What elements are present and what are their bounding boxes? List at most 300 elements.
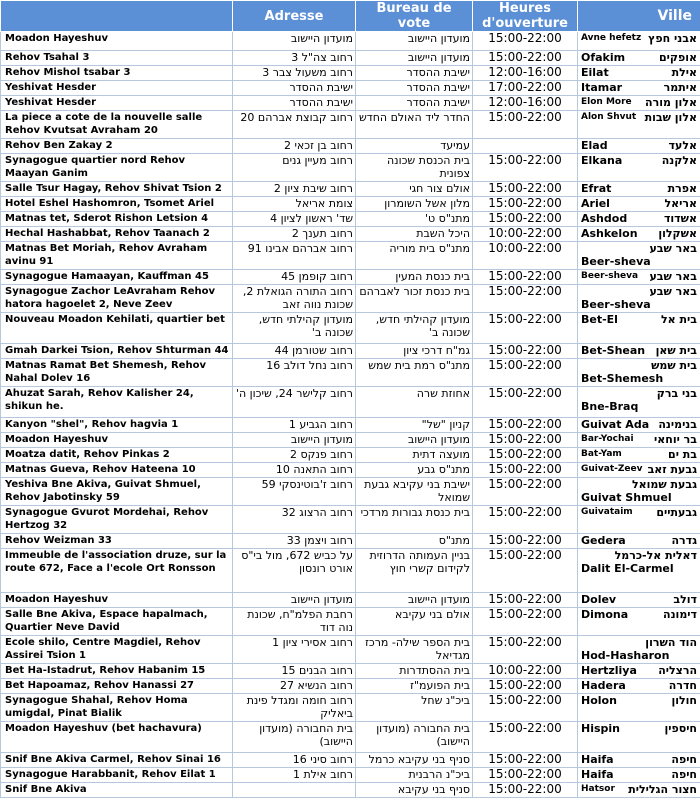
address-hebrew-cell: רחבת הפלמ"ח, שכונת נוה דוד bbox=[233, 608, 356, 636]
address-hebrew-cell: מועדון היישוב bbox=[233, 32, 356, 51]
city-name-hebrew: חיפה bbox=[671, 753, 697, 766]
city-cell bbox=[578, 636, 700, 664]
city-name-french: Hatsor bbox=[581, 783, 615, 796]
city-cell bbox=[578, 534, 700, 549]
opening-hours-cell: 15:00-22:00 bbox=[473, 608, 578, 636]
table-row bbox=[1, 722, 700, 753]
polling-station-cell: ישיבת ההסדר bbox=[356, 81, 473, 96]
city-cell bbox=[578, 433, 700, 448]
header-french bbox=[1, 1, 233, 32]
address-french-cell: Kanyon "shel", Rehov hagvia 1 bbox=[1, 418, 233, 433]
address-french-cell: Hechal Hashabbat, Rehov Taanach 2 bbox=[1, 227, 233, 242]
city-cell bbox=[578, 197, 700, 212]
city-name-french: Bet-El bbox=[581, 313, 618, 326]
city-name-french: Haifa bbox=[581, 753, 614, 766]
address-hebrew-cell: רחוב קופמן 45 bbox=[233, 270, 356, 285]
city-cell bbox=[578, 227, 700, 242]
address-hebrew-cell: רחוב צה"ל 3 bbox=[233, 51, 356, 66]
city-cell bbox=[578, 313, 700, 344]
city-name-french: Elad bbox=[581, 139, 608, 152]
address-hebrew-cell bbox=[233, 783, 356, 798]
city-names bbox=[581, 433, 697, 446]
city-names bbox=[581, 722, 697, 735]
city-names bbox=[581, 478, 697, 504]
city-name-hebrew: הרצליה bbox=[658, 664, 697, 677]
address-hebrew-cell: מועדון קהילתי חדש, שכונה ב' bbox=[233, 313, 356, 344]
city-names bbox=[581, 608, 697, 621]
address-french-cell: Immeuble de l'association druze, sur la route 672, Face a l'ecole Ort Ronsson bbox=[1, 549, 233, 593]
opening-hours-cell: 15:00-22:00 bbox=[473, 722, 578, 753]
opening-hours-cell: 15:00-22:00 bbox=[473, 478, 578, 506]
city-name-hebrew: אופקים bbox=[659, 51, 697, 64]
address-hebrew-cell: רחוב התאנה 10 bbox=[233, 463, 356, 478]
city-names bbox=[581, 285, 697, 311]
table-row bbox=[1, 608, 700, 636]
city-name-hebrew: חיפה bbox=[671, 768, 697, 781]
table-row bbox=[1, 182, 700, 197]
opening-hours-cell: 15:00-22:00 bbox=[473, 679, 578, 694]
address-french-cell: Synagogue Shahal, Rehov Homa umigdal, Pinat Bialik bbox=[1, 694, 233, 722]
city-name-hebrew: אלון מורה bbox=[645, 96, 697, 109]
address-french-cell: Matnas Ramat Bet Shemesh, Rehov Nahal Dolev 16 bbox=[1, 359, 233, 387]
polling-station-cell: עמיעד bbox=[356, 139, 473, 154]
city-name-french: Ashkelon bbox=[581, 227, 638, 240]
polling-station-cell: ישיבת ההסדר bbox=[356, 66, 473, 81]
address-hebrew-cell: רחוב אילת 1 bbox=[233, 768, 356, 783]
address-french-cell: Synagogue Gvurot Mordehai, Rehov Hertzog 32 bbox=[1, 506, 233, 534]
polling-station-cell: אחוזת שרה bbox=[356, 387, 473, 418]
opening-hours-cell: 15:00-22:00 bbox=[473, 506, 578, 534]
city-cell bbox=[578, 66, 700, 81]
address-french-cell: Gmah Darkei Tsion, Rehov Shturman 44 bbox=[1, 344, 233, 359]
polling-station-cell: בית כנסת המעין bbox=[356, 270, 473, 285]
city-name-french: Bet-Shemesh bbox=[581, 372, 697, 385]
city-cell bbox=[578, 418, 700, 433]
table-row bbox=[1, 285, 700, 313]
address-hebrew-cell: על כביש 672, מול בי"ס אורט רונסון bbox=[233, 549, 356, 593]
address-hebrew-cell: רחוב ז'בוטינסקי 59 bbox=[233, 478, 356, 506]
city-name-hebrew: דולב bbox=[673, 593, 697, 606]
city-cell bbox=[578, 51, 700, 66]
table-row bbox=[1, 478, 700, 506]
polling-station-cell: בית הפועמ"ז bbox=[356, 679, 473, 694]
polling-station-cell: מועדון היישוב bbox=[356, 32, 473, 51]
city-name-hebrew: חצור הגלילית bbox=[628, 783, 697, 796]
table-row bbox=[1, 96, 700, 111]
address-hebrew-cell: רחוב שיבת ציון 2 bbox=[233, 182, 356, 197]
address-hebrew-cell: רחוב סיני 16 bbox=[233, 753, 356, 768]
table-row bbox=[1, 197, 700, 212]
city-name-hebrew: באר שבע bbox=[581, 242, 697, 255]
polling-station-cell: בית הספר שילה- מרכז מגדיאל bbox=[356, 636, 473, 664]
opening-hours-cell: 15:00-22:00 bbox=[473, 448, 578, 463]
city-name-french: Bet-Shean bbox=[581, 344, 645, 357]
city-name-french: Hispin bbox=[581, 722, 620, 735]
polling-station-cell: מועדון קהילתי חדש, שכונה ב' bbox=[356, 313, 473, 344]
opening-hours-cell: 15:00-22:00 bbox=[473, 344, 578, 359]
city-name-french: Guivat Shmuel bbox=[581, 491, 697, 504]
city-cell bbox=[578, 549, 700, 593]
opening-hours-cell: 17:00-22:00 bbox=[473, 81, 578, 96]
address-french-cell: Matnas Gueva, Rehov Hateena 10 bbox=[1, 463, 233, 478]
city-name-french: Hod-Hasharon bbox=[581, 649, 697, 662]
address-hebrew-cell: רחוב פנקס 2 bbox=[233, 448, 356, 463]
polling-station-cell: סניף בני עקיבא bbox=[356, 783, 473, 798]
polling-station-cell: סניף בני עקיבא כרמל bbox=[356, 753, 473, 768]
address-hebrew-cell: רחוב ויצמן 33 bbox=[233, 534, 356, 549]
city-name-hebrew: בת ים bbox=[668, 448, 697, 461]
header-row bbox=[1, 1, 700, 32]
header-adresse: Adresse bbox=[233, 1, 356, 32]
city-names bbox=[581, 197, 697, 210]
city-name-french: Guivataim bbox=[581, 506, 633, 519]
city-cell bbox=[578, 664, 700, 679]
opening-hours-cell: 15:00-22:00 bbox=[473, 32, 578, 51]
polling-station-cell: מועצה דתית bbox=[356, 448, 473, 463]
opening-hours-cell: 15:00-22:00 bbox=[473, 593, 578, 608]
address-french-cell: Rehov Tsahal 3 bbox=[1, 51, 233, 66]
opening-hours-cell: 15:00-22:00 bbox=[473, 313, 578, 344]
table-row bbox=[1, 694, 700, 722]
table-row bbox=[1, 768, 700, 783]
address-french-cell: Salle Bne Akiva, Espace hapalmach, Quartier Neve David bbox=[1, 608, 233, 636]
address-french-cell: Rehov Mishol tsabar 3 bbox=[1, 66, 233, 81]
polling-station-cell: מתנ"ס ט' bbox=[356, 212, 473, 227]
table-row bbox=[1, 534, 700, 549]
address-french-cell: Hotel Eshel Hashomron, Tsomet Ariel bbox=[1, 197, 233, 212]
city-cell bbox=[578, 270, 700, 285]
city-names bbox=[581, 418, 697, 431]
city-names bbox=[581, 212, 697, 225]
opening-hours-cell: 15:00-22:00 bbox=[473, 285, 578, 313]
table-row bbox=[1, 154, 700, 182]
city-cell bbox=[578, 285, 700, 313]
city-name-hebrew: בית שמש bbox=[581, 359, 697, 372]
header-bureau: Bureau de vote bbox=[356, 1, 473, 32]
opening-hours-cell: 15:00-22:00 bbox=[473, 549, 578, 593]
opening-hours-cell: 15:00-22:00 bbox=[473, 154, 578, 182]
opening-hours-cell: 15:00-22:00 bbox=[473, 197, 578, 212]
city-names bbox=[581, 753, 697, 766]
city-name-hebrew: גבעתיים bbox=[656, 506, 697, 519]
city-cell bbox=[578, 242, 700, 270]
city-names bbox=[581, 549, 697, 575]
address-french-cell: Rehov Weizman 33 bbox=[1, 534, 233, 549]
address-french-cell: Synagogue Harabbanit, Rehov Eilat 1 bbox=[1, 768, 233, 783]
table-row bbox=[1, 32, 700, 51]
city-names bbox=[581, 359, 697, 385]
city-names bbox=[581, 227, 697, 240]
opening-hours-cell bbox=[473, 139, 578, 154]
city-name-hebrew: אפרת bbox=[668, 182, 697, 195]
address-hebrew-cell: רחוב קבוצת אברהם 20 bbox=[233, 111, 356, 139]
city-cell bbox=[578, 212, 700, 227]
table-row bbox=[1, 433, 700, 448]
address-french-cell: Bet Ha-Istadrut, Rehov Habanim 15 bbox=[1, 664, 233, 679]
table-row bbox=[1, 593, 700, 608]
address-french-cell: Moadon Hayeshuv bbox=[1, 433, 233, 448]
address-hebrew-cell: רחוב תענך 2 bbox=[233, 227, 356, 242]
address-hebrew-cell: רחוב הרצוג 32 bbox=[233, 506, 356, 534]
opening-hours-cell: 15:00-22:00 bbox=[473, 387, 578, 418]
table-row bbox=[1, 227, 700, 242]
table-row bbox=[1, 66, 700, 81]
city-name-hebrew: בני ברק bbox=[581, 387, 697, 400]
city-cell bbox=[578, 722, 700, 753]
city-name-hebrew: בית אל bbox=[661, 313, 697, 326]
polling-station-cell: גמ"ח דרכי ציון bbox=[356, 344, 473, 359]
city-cell bbox=[578, 463, 700, 478]
polling-station-cell: אולם בני עקיבא bbox=[356, 608, 473, 636]
city-name-french: Haifa bbox=[581, 768, 614, 781]
address-hebrew-cell: רחוב בן זכאי 2 bbox=[233, 139, 356, 154]
address-french-cell: La piece a cote de la nouvelle salle Rehov Kvutsat Avraham 20 bbox=[1, 111, 233, 139]
address-french-cell: Synagogue quartier nord Rehov Maayan Ganim bbox=[1, 154, 233, 182]
city-name-french: Hertzliya bbox=[581, 664, 637, 677]
city-names bbox=[581, 66, 697, 79]
header-heures: Heures d'ouverture bbox=[473, 1, 578, 32]
address-hebrew-cell: ישיבת ההסדר bbox=[233, 81, 356, 96]
city-name-hebrew: בית שאן bbox=[656, 344, 697, 357]
address-hebrew-cell: רחוב נחל דולב 16 bbox=[233, 359, 356, 387]
city-name-french: Alon Shvut bbox=[581, 111, 636, 124]
city-name-french: Itamar bbox=[581, 81, 622, 94]
opening-hours-cell: 15:00-22:00 bbox=[473, 433, 578, 448]
address-hebrew-cell: צומת אריאל bbox=[233, 197, 356, 212]
table-row bbox=[1, 783, 700, 798]
table-row bbox=[1, 242, 700, 270]
opening-hours-cell: 15:00-22:00 bbox=[473, 182, 578, 197]
address-hebrew-cell: ישיבת ההסדר bbox=[233, 96, 356, 111]
address-hebrew-cell: רחוב קלישר 24, שיכון ה' bbox=[233, 387, 356, 418]
city-name-hebrew: באר שבע bbox=[581, 285, 697, 298]
table-row bbox=[1, 387, 700, 418]
address-french-cell: Yeshiva Bne Akiva, Guivat Shmuel, Rehov Jabotinsky 59 bbox=[1, 478, 233, 506]
address-hebrew-cell: רחוב התורה הגואלת 2, שכונת נווה זאב bbox=[233, 285, 356, 313]
city-name-hebrew: בנימינה bbox=[658, 418, 697, 431]
city-cell bbox=[578, 679, 700, 694]
city-names bbox=[581, 242, 697, 268]
address-hebrew-cell: מועדון היישוב bbox=[233, 433, 356, 448]
city-names bbox=[581, 679, 697, 692]
city-name-french: Guivat-Zeev bbox=[581, 463, 642, 476]
table-row bbox=[1, 212, 700, 227]
table-row bbox=[1, 463, 700, 478]
city-name-hebrew: אלון שבות bbox=[645, 111, 697, 124]
city-name-french: Ariel bbox=[581, 197, 610, 210]
city-cell bbox=[578, 448, 700, 463]
opening-hours-cell: 10:00-22:00 bbox=[473, 227, 578, 242]
city-name-hebrew: אשדוד bbox=[664, 212, 697, 225]
opening-hours-cell: 15:00-22:00 bbox=[473, 463, 578, 478]
address-hebrew-cell: רחוב הנשיא 27 bbox=[233, 679, 356, 694]
city-names bbox=[581, 534, 697, 547]
table-row bbox=[1, 270, 700, 285]
city-names bbox=[581, 182, 697, 195]
table-row bbox=[1, 51, 700, 66]
address-french-cell: Salle Tsur Hagay, Rehov Shivat Tsion 2 bbox=[1, 182, 233, 197]
polling-station-cell: מתנ"ס בית מוריה bbox=[356, 242, 473, 270]
city-name-hebrew: אלקנה bbox=[662, 154, 697, 167]
polling-station-cell: מתנ"ס גבע bbox=[356, 463, 473, 478]
table-row bbox=[1, 418, 700, 433]
city-name-french: Beer-sheva bbox=[581, 298, 697, 311]
opening-hours-cell: 12:00-16:00 bbox=[473, 96, 578, 111]
city-name-french: Dimona bbox=[581, 608, 628, 621]
address-hebrew-cell: שד' ראשון לציון 4 bbox=[233, 212, 356, 227]
polling-station-cell: ישיבת ההסדר bbox=[356, 96, 473, 111]
city-name-french: Elkana bbox=[581, 154, 622, 167]
address-french-cell: Yeshivat Hesder bbox=[1, 81, 233, 96]
city-name-french: Beer-sheva bbox=[581, 255, 697, 268]
city-names bbox=[581, 506, 697, 519]
city-name-hebrew: גבעת זאב bbox=[648, 463, 697, 476]
table-row bbox=[1, 679, 700, 694]
address-french-cell: Ecole shilo, Centre Magdiel, Rehov Assirei Tsion 1 bbox=[1, 636, 233, 664]
opening-hours-cell: 15:00-22:00 bbox=[473, 636, 578, 664]
city-cell bbox=[578, 182, 700, 197]
city-name-hebrew: דימונה bbox=[663, 608, 697, 621]
city-name-french: Avne hefetz bbox=[581, 32, 641, 45]
table-row bbox=[1, 139, 700, 154]
city-cell bbox=[578, 111, 700, 139]
address-french-cell: Moadon Hayeshuv bbox=[1, 593, 233, 608]
header-ville: Ville bbox=[578, 1, 700, 32]
city-names bbox=[581, 270, 697, 283]
polling-station-cell: מלון אשל השומרון bbox=[356, 197, 473, 212]
city-names bbox=[581, 51, 697, 64]
table-row bbox=[1, 549, 700, 593]
opening-hours-cell: 15:00-22:00 bbox=[473, 270, 578, 285]
polling-station-cell: בית כנסת גבורות מרדכי bbox=[356, 506, 473, 534]
polling-station-cell: אולם צור חגי bbox=[356, 182, 473, 197]
opening-hours-cell: 15:00-22:00 bbox=[473, 111, 578, 139]
city-name-hebrew: גדרה bbox=[671, 534, 697, 547]
city-names bbox=[581, 313, 697, 326]
table-row bbox=[1, 313, 700, 344]
address-french-cell: Synagogue Zachor LeAvraham Rehov hatora hagoelet 2, Neve Zeev bbox=[1, 285, 233, 313]
city-name-hebrew: גבעת שמואל bbox=[581, 478, 697, 491]
city-names bbox=[581, 448, 697, 461]
table-row bbox=[1, 111, 700, 139]
city-name-hebrew: בר יוחאי bbox=[654, 433, 697, 446]
city-names bbox=[581, 694, 697, 707]
table-row bbox=[1, 506, 700, 534]
city-cell bbox=[578, 387, 700, 418]
city-cell bbox=[578, 694, 700, 722]
city-name-hebrew: חיספין bbox=[664, 722, 697, 735]
address-french-cell: Snif Bne Akiva bbox=[1, 783, 233, 798]
address-hebrew-cell: רחוב הבנים 15 bbox=[233, 664, 356, 679]
city-name-french: Beer-sheva bbox=[581, 270, 638, 283]
table-row bbox=[1, 81, 700, 96]
city-names bbox=[581, 111, 697, 124]
city-names bbox=[581, 783, 697, 796]
address-french-cell: Moadon Hayeshuv bbox=[1, 32, 233, 51]
city-cell bbox=[578, 344, 700, 359]
address-french-cell: Ahuzat Sarah, Rehov Kalisher 24, shikun he. bbox=[1, 387, 233, 418]
address-hebrew-cell: רחוב אברהם אבינו 91 bbox=[233, 242, 356, 270]
address-hebrew-cell: רחוב שטורמן 44 bbox=[233, 344, 356, 359]
city-names bbox=[581, 636, 697, 662]
opening-hours-cell: 10:00-22:00 bbox=[473, 242, 578, 270]
city-cell bbox=[578, 139, 700, 154]
address-french-cell: Bet Hapoamaz, Rehov Hanassi 27 bbox=[1, 679, 233, 694]
address-french-cell: Yeshivat Hesder bbox=[1, 96, 233, 111]
address-french-cell: Rehov Ben Zakay 2 bbox=[1, 139, 233, 154]
table-row bbox=[1, 636, 700, 664]
city-name-hebrew: איתמר bbox=[664, 81, 697, 94]
address-french-cell: Moatza datit, Rehov Pinkas 2 bbox=[1, 448, 233, 463]
city-names bbox=[581, 768, 697, 781]
address-hebrew-cell: רחוב חומה ומגדל פינת ביאליק bbox=[233, 694, 356, 722]
opening-hours-cell: 15:00-22:00 bbox=[473, 768, 578, 783]
city-name-french: Efrat bbox=[581, 182, 611, 195]
opening-hours-cell: 15:00-22:00 bbox=[473, 534, 578, 549]
polling-station-cell: ביכ"נ שחל bbox=[356, 694, 473, 722]
city-names bbox=[581, 387, 697, 413]
city-names bbox=[581, 81, 697, 94]
city-cell bbox=[578, 753, 700, 768]
city-name-french: Holon bbox=[581, 694, 617, 707]
city-names bbox=[581, 139, 697, 152]
city-name-french: Dolev bbox=[581, 593, 616, 606]
table-body bbox=[1, 32, 700, 798]
polling-station-cell: מתנ"ס רמת בית שמש bbox=[356, 359, 473, 387]
city-cell bbox=[578, 506, 700, 534]
address-hebrew-cell: בית החבורה (מועדון היישוב) bbox=[233, 722, 356, 753]
city-name-hebrew: באר שבע bbox=[649, 270, 697, 283]
table-row bbox=[1, 344, 700, 359]
address-hebrew-cell: רחוב אסירי ציון 1 bbox=[233, 636, 356, 664]
city-name-hebrew: אריאל bbox=[664, 197, 697, 210]
polling-station-cell: בית ההסתדרות bbox=[356, 664, 473, 679]
address-french-cell: Moadon Hayeshuv (bet hachavura) bbox=[1, 722, 233, 753]
city-name-french: Eilat bbox=[581, 66, 609, 79]
opening-hours-cell: 15:00-22:00 bbox=[473, 753, 578, 768]
city-name-french: Ashdod bbox=[581, 212, 627, 225]
opening-hours-cell: 15:00-22:00 bbox=[473, 694, 578, 722]
opening-hours-cell: 15:00-22:00 bbox=[473, 359, 578, 387]
opening-hours-cell: 15:00-22:00 bbox=[473, 783, 578, 798]
polling-station-cell: מועדון היישוב bbox=[356, 433, 473, 448]
table-row bbox=[1, 448, 700, 463]
address-hebrew-cell: רחוב הגביע 1 bbox=[233, 418, 356, 433]
city-name-french: Dalit El-Carmel bbox=[581, 562, 697, 575]
city-cell bbox=[578, 96, 700, 111]
polling-station-cell: ביכ"נ הרבנית bbox=[356, 768, 473, 783]
address-hebrew-cell: רחוב משעול צבר 3 bbox=[233, 66, 356, 81]
table-row bbox=[1, 359, 700, 387]
address-french-cell: Synagogue Hamaayan, Kauffman 45 bbox=[1, 270, 233, 285]
opening-hours-cell: 15:00-22:00 bbox=[473, 51, 578, 66]
city-cell bbox=[578, 783, 700, 798]
city-names bbox=[581, 32, 697, 45]
address-french-cell: Matnas Bet Moriah, Rehov Avraham avinu 91 bbox=[1, 242, 233, 270]
city-name-hebrew: אשקלון bbox=[658, 227, 697, 240]
city-cell bbox=[578, 154, 700, 182]
city-name-hebrew: אילת bbox=[672, 66, 697, 79]
city-name-french: Guivat Ada bbox=[581, 418, 649, 431]
city-name-french: Hadera bbox=[581, 679, 626, 692]
city-name-french: Bar-Yochai bbox=[581, 433, 634, 446]
city-cell bbox=[578, 478, 700, 506]
table-row bbox=[1, 753, 700, 768]
address-french-cell: Nouveau Moadon Kehilati, quartier bet bbox=[1, 313, 233, 344]
city-name-french: Elon More bbox=[581, 96, 632, 109]
city-name-french: Bne-Braq bbox=[581, 400, 697, 413]
city-cell bbox=[578, 32, 700, 51]
